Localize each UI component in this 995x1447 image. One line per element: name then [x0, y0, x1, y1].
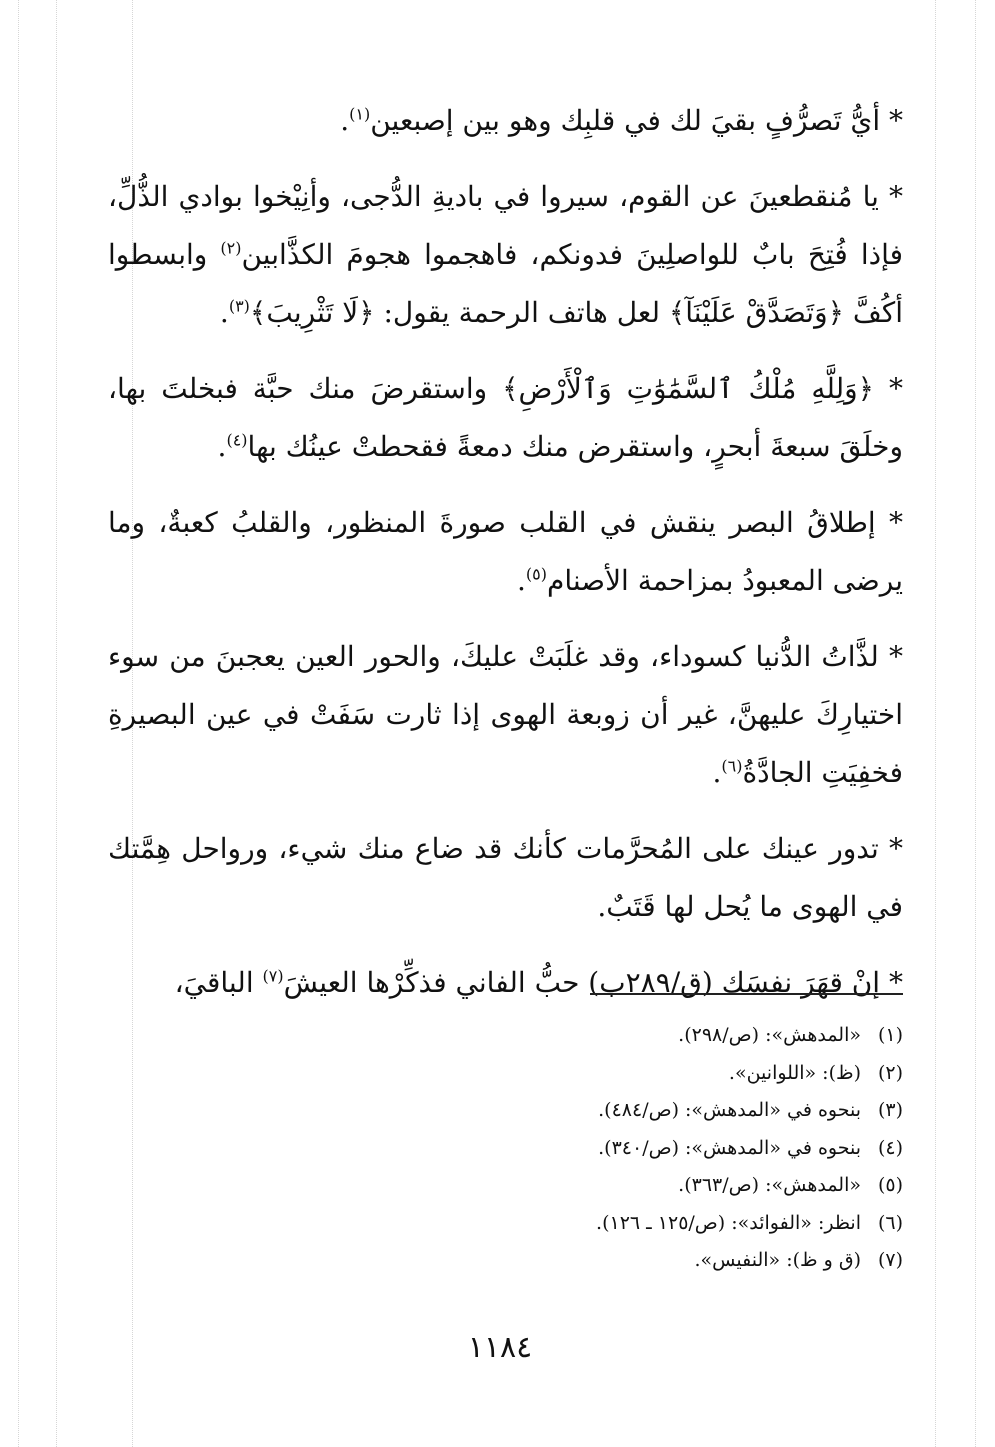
paragraph-7: [108, 954, 903, 1012]
footnote-number: (٧): [877, 1249, 903, 1271]
paragraph-text: * أيُّ تَصرُّفٍ بقيَ لك في قلبِك وهو بين إصبعين: [370, 104, 903, 137]
footnote-item: [400, 1092, 903, 1130]
paragraph-text: * يا مُنقطعينَ عن القوم، سيروا في باديةِ الدُّجى، وأنِيْخوا بوادي الذُّلِّ، فإذا فُتِحَ بابٌ للواصلِينَ فدونكم، فاهجموا هجومَ الكذَّابين: [108, 180, 903, 271]
footnote-text: انظر: «الفوائد»: (ص/١٢٥ ـ ١٢٦).: [596, 1211, 861, 1234]
footnotes: [400, 1017, 903, 1280]
paragraph-5: [108, 628, 903, 802]
footnote-number: (٤): [877, 1136, 903, 1159]
footnote-ref: (٦): [721, 756, 743, 776]
footnote-ref: (٤): [226, 430, 248, 450]
footnote-text: بنحوه في «المدهش»: (ص/٣٤٠).: [598, 1136, 861, 1159]
paragraph-3: [108, 360, 903, 476]
paragraph-end: .: [217, 430, 227, 463]
footnote-number: (٣): [877, 1099, 903, 1121]
footnote-item: [400, 1130, 903, 1168]
footnote-item: [400, 1242, 903, 1280]
main-text: [108, 92, 903, 1030]
footnote-ref: (١): [349, 104, 371, 124]
scan-guide-line: [56, 0, 57, 1447]
footnote-text: (ق و ظ): «النفيس».: [694, 1249, 861, 1271]
footnote-text: «المدهش»: (ص/٣٦٣).: [678, 1174, 861, 1196]
paragraph-text: * ﴿وَلِلَّهِ مُلْكُ ٱلسَّمَٰوَٰتِ وَٱلْأَرْضِ﴾ واستقرضَ منك حبَّة فبخلتَ بها، وخلَقَ سبعةَ أبحرٍ، واستقرض منك دمعةً فقحطتْ عينُك بها: [108, 372, 903, 463]
footnote-item: [400, 1055, 903, 1093]
footnote-text: بنحوه في «المدهش»: (ص/٤٨٤).: [598, 1099, 861, 1121]
footnote-number: (١): [877, 1024, 903, 1046]
footnote-ref: (٥): [525, 564, 547, 584]
paragraph-end: .: [340, 104, 350, 137]
footnote-item: [400, 1017, 903, 1055]
footnote-item: [400, 1205, 903, 1243]
paragraph-6: [108, 820, 903, 936]
footnote-text: «المدهش»: (ص/٢٩٨).: [678, 1024, 861, 1046]
paragraph-end: .: [516, 564, 526, 597]
paragraph-1: [108, 92, 903, 150]
footnote-number: (٢): [877, 1061, 903, 1084]
paragraph-text: * تدور عينك على المُحرَّمات كأنك قد ضاع منك شيء، ورواحل هِمَّتك في الهوى ما يُحل لها قَتَبٌ.: [108, 832, 903, 923]
paragraph-4: [108, 494, 903, 610]
footnote-ref: (٣): [228, 296, 250, 316]
paragraph-end: .: [712, 756, 722, 789]
paragraph-end: .: [219, 296, 229, 329]
footnote-ref: (٢): [220, 238, 242, 258]
page-number: ١١٨٤: [467, 1330, 533, 1365]
footnote-ref: (٧): [262, 966, 284, 986]
paragraph-text: * إطلاقُ البصر ينقش في القلب صورةَ المنظور، والقلبُ كعبةٌ، وما يرضى المعبودُ بمزاحمة الأصنام: [108, 506, 903, 597]
scan-guide-line: [935, 0, 936, 1447]
paragraph-2: [108, 168, 903, 342]
paragraph-text: * لذَّاتُ الدُّنيا كسوداء، وقد غلَبَتْ عليكَ، والحور العين يعجبنَ من سوء اختيارِكَ عليهنَّ، غير أن زوبعة الهوى إذا ثارت سَفَتْ في عين البصيرةِ فخفِيَتِ الجادَّةُ: [108, 640, 903, 789]
footnote-number: (٦): [877, 1211, 903, 1234]
paragraph-text-continued: وابسطوا أكُفَّ ﴿وَتَصَدَّقْ عَلَيْنَآ﴾ لعل هاتف الرحمة يقول: ﴿لَا تَثْرِيبَ﴾: [108, 238, 903, 329]
footnote-item: [400, 1167, 903, 1205]
footnote-separator: [590, 993, 903, 995]
scan-guide-line: [18, 0, 19, 1447]
paragraph-end: الباقيَ،: [174, 966, 263, 999]
footnote-text: (ظ): «اللوانين».: [728, 1061, 861, 1084]
paragraph-text: * إنْ قهَرَ نفسَك (ق/٢٨٩ب) حبُّ الفاني فذكِّرْها العيشَ: [283, 966, 903, 999]
footnote-number: (٥): [877, 1174, 903, 1196]
scan-guide-line: [975, 0, 976, 1447]
